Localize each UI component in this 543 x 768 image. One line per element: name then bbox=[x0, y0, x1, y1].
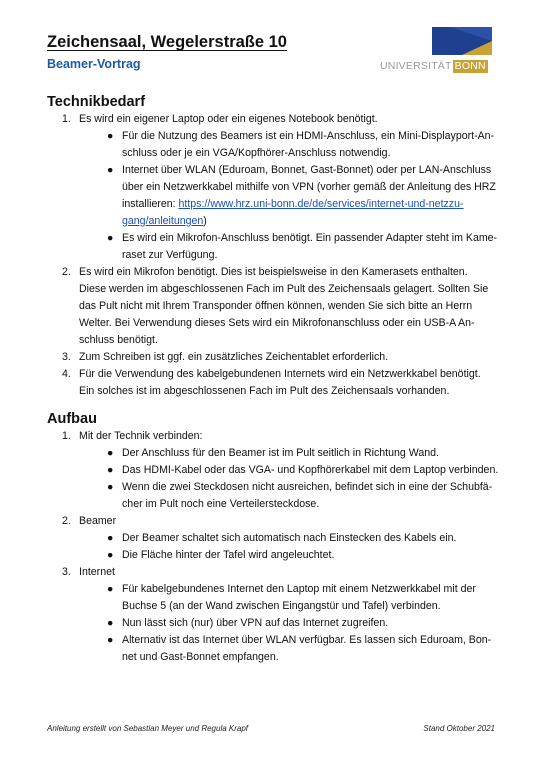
bullet-icon: ● bbox=[107, 481, 114, 493]
bullet-icon: ● bbox=[107, 130, 114, 142]
bullet-icon: ● bbox=[107, 164, 114, 176]
bullet-icon: ● bbox=[107, 617, 114, 629]
university-logo-mark bbox=[432, 27, 492, 55]
aufbau-item-1: 1. Mit der Technik verbinden: ● Der Anschluss für den Beamer ist im Pult seitlich in Richtung Wand. ● Das HDMI-Kabel oder das VGA- und Kopfhörerkabel mit dem Laptop verbinden. ● Wenn die zwei Steckdosen nicht ausreichen, befindet sich in eine der Schubfä- cher im Pult noch eine Verteilersteckdose. bbox=[47, 428, 502, 513]
section-heading-technikbedarf: Technikbedarf bbox=[47, 94, 146, 110]
aufbau-item-2-bullets bbox=[79, 530, 502, 564]
page-title: Zeichensaal, Wegelerstraße 10 bbox=[47, 33, 287, 51]
bullet-item: ● Wenn die zwei Steckdosen nicht ausreichen, befindet sich in eine der Schubfä- cher im Pult noch eine Verteilersteckdose. bbox=[107, 481, 493, 510]
bullet-icon: ● bbox=[107, 532, 114, 544]
bullet-item: ● Alternativ ist das Internet über WLAN verfügbar. Es lassen sich Eduroam, Bon- net und Gast-Bonnet empfangen. bbox=[107, 634, 492, 663]
hrz-guide-link[interactable]: https://www.hrz.uni-bonn.de/de/services/internet-und-netzzu- bbox=[178, 198, 464, 210]
technik-item-2: 2. Es wird ein Mikrofon benötigt. Dies ist beispielsweise in den Kamerasets enthalten. Diese werden im abgeschlossenen Fach im Pult des Zeichensaals gelagert. Sollten Sie das Pult nicht mit Ihrem Transponder öffnen können, wenden Sie sich bitte an Herrn Welter. Bei Verwendung dieses Sets wird ein Mikrofonanschluss oder ein USB-A An- schluss benötigt. bbox=[62, 266, 489, 346]
bullet-item: ● Der Anschluss für den Beamer ist im Pult seitlich in Richtung Wand. bbox=[79, 445, 502, 462]
university-logo-text bbox=[380, 59, 492, 73]
technik-item-1: 1. Es wird ein eigener Laptop oder ein eigenes Notebook benötigt. ● Für die Nutzung des Beamers ist ein HDMI-Anschluss, ein Mini-Displayport-An- schluss oder je ein VGA/Kopfhörer-Anschluss notwendig. ● Internet über WLAN (Eduroam, Bonnet, Gast-Bonnet) oder per LAN-Anschluss über ein Netzwerkkabel mithilfe von VPN (vorher gemäß der Anleitung des HRZ installieren: https://www.hrz.uni-bonn.de/de/services/internet-und-netzzu- gang/anleitungen) ● Es wird ein Mikrofon-Anschluss benötigt. Ein passender Adapter steht im Kame- raset zur Verfügung. bbox=[47, 111, 502, 264]
bullet-item: ● Es wird ein Mikrofon-Anschluss benötigt. Ein passender Adapter steht im Kame- raset zur Verfügung. bbox=[107, 232, 498, 261]
aufbau-item-1-bullets bbox=[79, 445, 502, 513]
bullet-item: ● Für kabelgebundenes Internet den Laptop mit einem Netzwerkkabel mit der Buchse 5 (an der Wand zwischen Eingangstür und Tafel) verbinden. bbox=[107, 583, 476, 612]
logo-text-universitaet: UNIVERSITÄT bbox=[380, 60, 452, 72]
bullet-item: ● Internet über WLAN (Eduroam, Bonnet, Gast-Bonnet) oder per LAN-Anschluss über ein Netzwerkkabel mithilfe von VPN (vorher gemäß der Anleitung des HRZ installieren: https://www.hrz.uni-bonn.de/de/services/internet-und-netzzu- gang/anleitungen) bbox=[107, 164, 496, 227]
university-logo bbox=[380, 27, 492, 77]
footer-authors: Anleitung erstellt von Sebastian Meyer und Regula Krapf bbox=[47, 724, 249, 733]
technikbedarf-list bbox=[47, 111, 502, 400]
bullet-icon: ● bbox=[107, 447, 114, 459]
bullet-item: ● Nun lässt sich (nur) über VPN auf das Internet zugreifen. bbox=[79, 615, 502, 632]
section-heading-aufbau: Aufbau bbox=[47, 411, 97, 427]
technik-item-1-bullets bbox=[79, 128, 502, 264]
bullet-icon: ● bbox=[107, 464, 114, 476]
bullet-icon: ● bbox=[107, 549, 114, 561]
technik-item-4: 4. Für die Verwendung des kabelgebundenen Internets wird ein Netzwerkkabel benötigt. Ein solches ist im abgeschlossenen Fach im Pult des Zeichensaals vorhanden. bbox=[62, 368, 481, 397]
bullet-item: ● Die Fläche hinter der Tafel wird angeleuchtet. bbox=[79, 547, 502, 564]
bullet-icon: ● bbox=[107, 232, 114, 244]
page-subtitle: Beamer-Vortrag bbox=[47, 57, 141, 71]
aufbau-list bbox=[47, 428, 502, 666]
bullet-item: ● Der Beamer schaltet sich automatisch nach Einstecken des Kabels ein. bbox=[79, 530, 502, 547]
logo-text-bonn: BONN bbox=[454, 59, 486, 72]
footer-date: Stand Oktober 2021 bbox=[423, 724, 495, 733]
bullet-icon: ● bbox=[107, 583, 114, 595]
bullet-icon: ● bbox=[107, 634, 114, 646]
bullet-item: ● Das HDMI-Kabel oder das VGA- und Kopfhörerkabel mit dem Laptop verbinden. bbox=[79, 462, 502, 479]
hrz-guide-link-continued[interactable]: gang/anleitungen bbox=[122, 215, 204, 227]
aufbau-item-3: 3. Internet ● Für kabelgebundenes Internet den Laptop mit einem Netzwerkkabel mit der Buchse 5 (an der Wand zwischen Eingangstür und Tafel) verbinden. ● Nun lässt sich (nur) über VPN auf das Internet zugreifen. ● Alternativ ist das Internet über WLAN verfügbar. Es lassen sich Eduroam, Bon- net und Gast-Bonnet empfangen. bbox=[47, 564, 502, 666]
bullet-item: ● Für die Nutzung des Beamers ist ein HDMI-Anschluss, ein Mini-Displayport-An- schluss oder je ein VGA/Kopfhörer-Anschluss notwendig. bbox=[107, 130, 495, 159]
aufbau-item-3-bullets bbox=[79, 581, 502, 666]
aufbau-item-2: 2. Beamer ● Der Beamer schaltet sich automatisch nach Einstecken des Kabels ein. ● Die Fläche hinter der Tafel wird angeleuchtet. bbox=[47, 513, 502, 564]
technik-item-3: 3. Zum Schreiben ist ggf. ein zusätzliches Zeichentablet erforderlich. bbox=[62, 351, 389, 363]
